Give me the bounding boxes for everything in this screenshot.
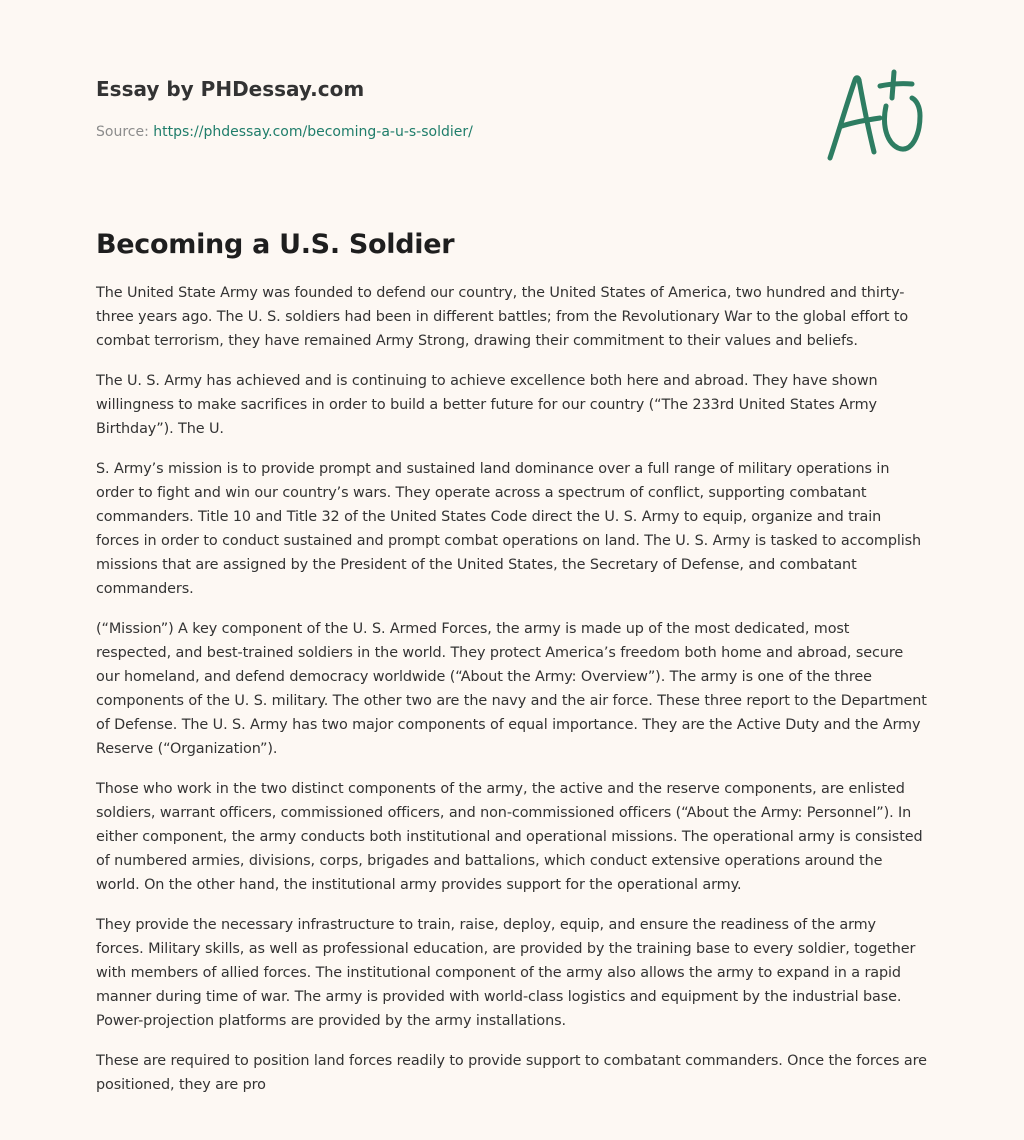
essay-paragraph: The U. S. Army has achieved and is continuing to achieve excellence both here and abroad. They have shown willingness to make sacrifices in order to build a better future for our country (“The 233rd United States Army Birthday”). The U. [96,373,878,437]
essay-title: Becoming a U.S. Soldier [96,229,455,260]
essay-paragraph: S. Army’s mission is to provide prompt and sustained land dominance over a full range of military operations in order to fight and win our country’s wars. They operate across a spectrum of conflict, supporting combatant commanders. Title 10 and Title 32 of the United States Code direct the U. S. Army to equip, organize and train forces in order to conduct sustained and prompt combat operations on land. The U. S. Army is tasked to accomplish missions that are assigned by the President of the United States, the Secretary of Defense, and combatant commanders. [96,461,922,597]
source-line [96,122,656,142]
source-label: Source: [96,124,154,140]
essay-paragraph: These are required to position land forces readily to provide support to combatant commanders. Once the forces are positioned, they are pro [96,1053,927,1093]
essay-paragraph: Those who work in the two distinct components of the army, the active and the reserve components, are enlisted soldiers, warrant officers, commissioned officers, and non-commissioned officers (“About the Army: Personnel”). In either component, the army conducts both institutional and operational missions. The operational army is consisted of numbered armies, divisions, corps, brigades and battalions, which conduct extensive operations around the world. On the other hand, the institutional army provides support for the operational army. [96,781,923,893]
essay-paragraph: The United State Army was founded to defend our country, the United States of America, two hundred and thirty-three years ago. The U. S. soldiers had been in different battles; from the Revolutionary War to the global effort to combat terrorism, they have remained Army Strong, drawing their commitment to their values and beliefs. [96,285,909,349]
a-plus-logo-graphic [822,68,928,164]
site-brand: Essay by PHDessay.com [96,77,365,101]
essay-paragraph: (“Mission”) A key component of the U. S. Armed Forces, the army is made up of the most dedicated, most respected, and best-trained soldiers in the world. They protect America’s freedom both home and abroad, secure our homeland, and defend democracy worldwide (“About the Army: Overview”). The army is one of the three components of the U. S. military. The other two are the navy and the air force. These three report to the Department of Defense. The U. S. Army has two major components of equal importance. They are the Active Duty and the Army Reserve (“Organization”). [96,621,927,757]
essay-article [96,225,928,1113]
source-link[interactable]: https://phdessay.com/becoming-a-u-s-soldier/ [153,124,473,140]
page-header [96,74,656,142]
essay-paragraph: They provide the necessary infrastructure to train, raise, deploy, equip, and ensure the readiness of the army forces. Military skills, as well as professional education, are provided by the training base to every soldier, together with members of allied forces. The institutional component of the army also allows the army to expand in a rapid manner during time of war. The army is provided with world-class logistics and equipment by the industrial base. Power-projection platforms are provided by the army installations. [96,917,916,1029]
a-plus-grade-icon [822,68,928,164]
